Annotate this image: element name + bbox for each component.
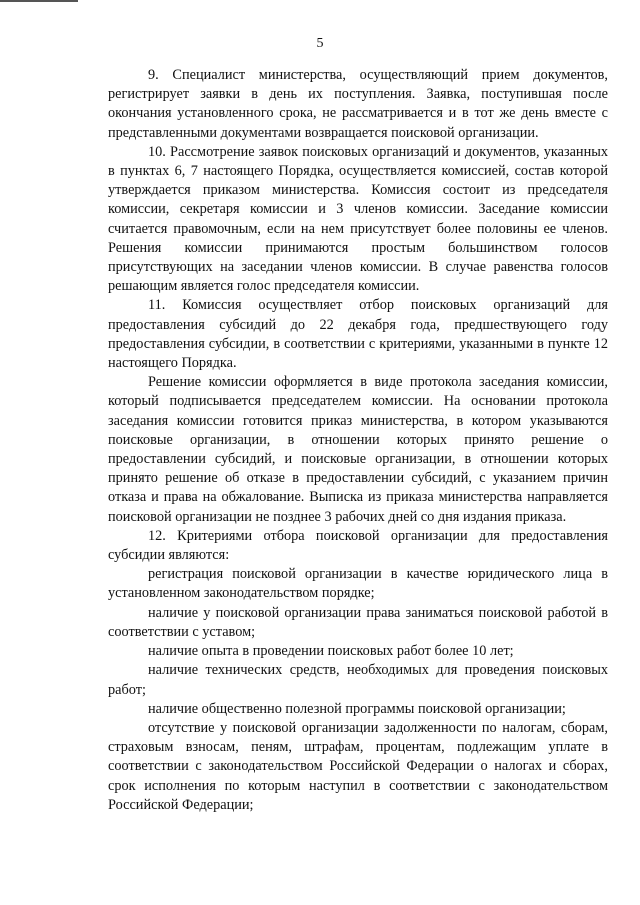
document-body: [108, 66, 608, 815]
paragraph-commission-decision: Решение комиссии оформляется в виде протокола заседания комиссии, который подписывается председателем комиссии. На основании протокола заседания комиссии готовится приказ министерства, в котором указываются поисковые организации, в отношении которых принято решение о предоставлении субсидий, и поисковые организации, в отношении которых принято решение об отказе в предоставлении субсидий, с указанием причин отказа и права на обжалование. Выписка из приказа министерства направляется поисковой организации не позднее 3 рабочих дней со дня издания приказа.: [108, 374, 608, 525]
paragraph-item-10: 10. Рассмотрение заявок поисковых организаций и документов, указанных в пунктах 6, 7 настоящего Порядка, осуществляется комиссией, состав которой утверждается приказом министерства. Комиссия состоит из председателя комиссии, секретаря комиссии и 3 членов комиссии. Заседание комиссии считается правомочным, если на нем присутствует более половины ее членов. Решения комиссии принимаются простым большинством голосов присутствующих на заседании членов комиссии. В случае равенства голосов решающим является голос председателя комиссии.: [108, 143, 608, 295]
page-number: 5: [316, 36, 324, 51]
paragraph-item-9: 9. Специалист министерства, осуществляющий прием документов, регистрирует заявки в день их поступления. Заявка, поступившая после окончания установленного срока, не рассматривается и в тот же день вместе с представленными документами возвращается поисковой организации.: [108, 67, 608, 141]
paragraph-item-12: 12. Критериями отбора поисковой организации для предоставления субсидии являются:: [108, 527, 608, 564]
criterion-program: наличие общественно полезной программы поисковой организации;: [148, 700, 566, 717]
criterion-charter-right: наличие у поисковой организации права заниматься поисковой работой в соответствии с уставом;: [108, 604, 608, 640]
criterion-no-debts: отсутствие у поисковой организации задолженности по налогам, сборам, страховым взносам, пеням, штрафам, процентам, подлежащим уплате в соответствии с законодательством Российской Федерации о налогах и сборах, срок исполнения по которым наступил в соответствии с законодательством Российской Федерации;: [108, 719, 608, 813]
criterion-registration: регистрация поисковой организации в качестве юридического лица в установленном законодательством порядке;: [108, 566, 608, 602]
top-edge-line: [0, 0, 78, 2]
criterion-experience: наличие опыта в проведении поисковых работ более 10 лет;: [148, 643, 514, 660]
criterion-technical-means: наличие технических средств, необходимых для проведения поисковых работ;: [108, 662, 608, 698]
paragraph-item-11: 11. Комиссия осуществляет отбор поисковых организаций для предоставления субсидий до 22 декабря года, предшествующего году предоставления субсидии, в соответствии с критериями, указанными в пункте 12 настоящего Порядка.: [108, 297, 608, 372]
